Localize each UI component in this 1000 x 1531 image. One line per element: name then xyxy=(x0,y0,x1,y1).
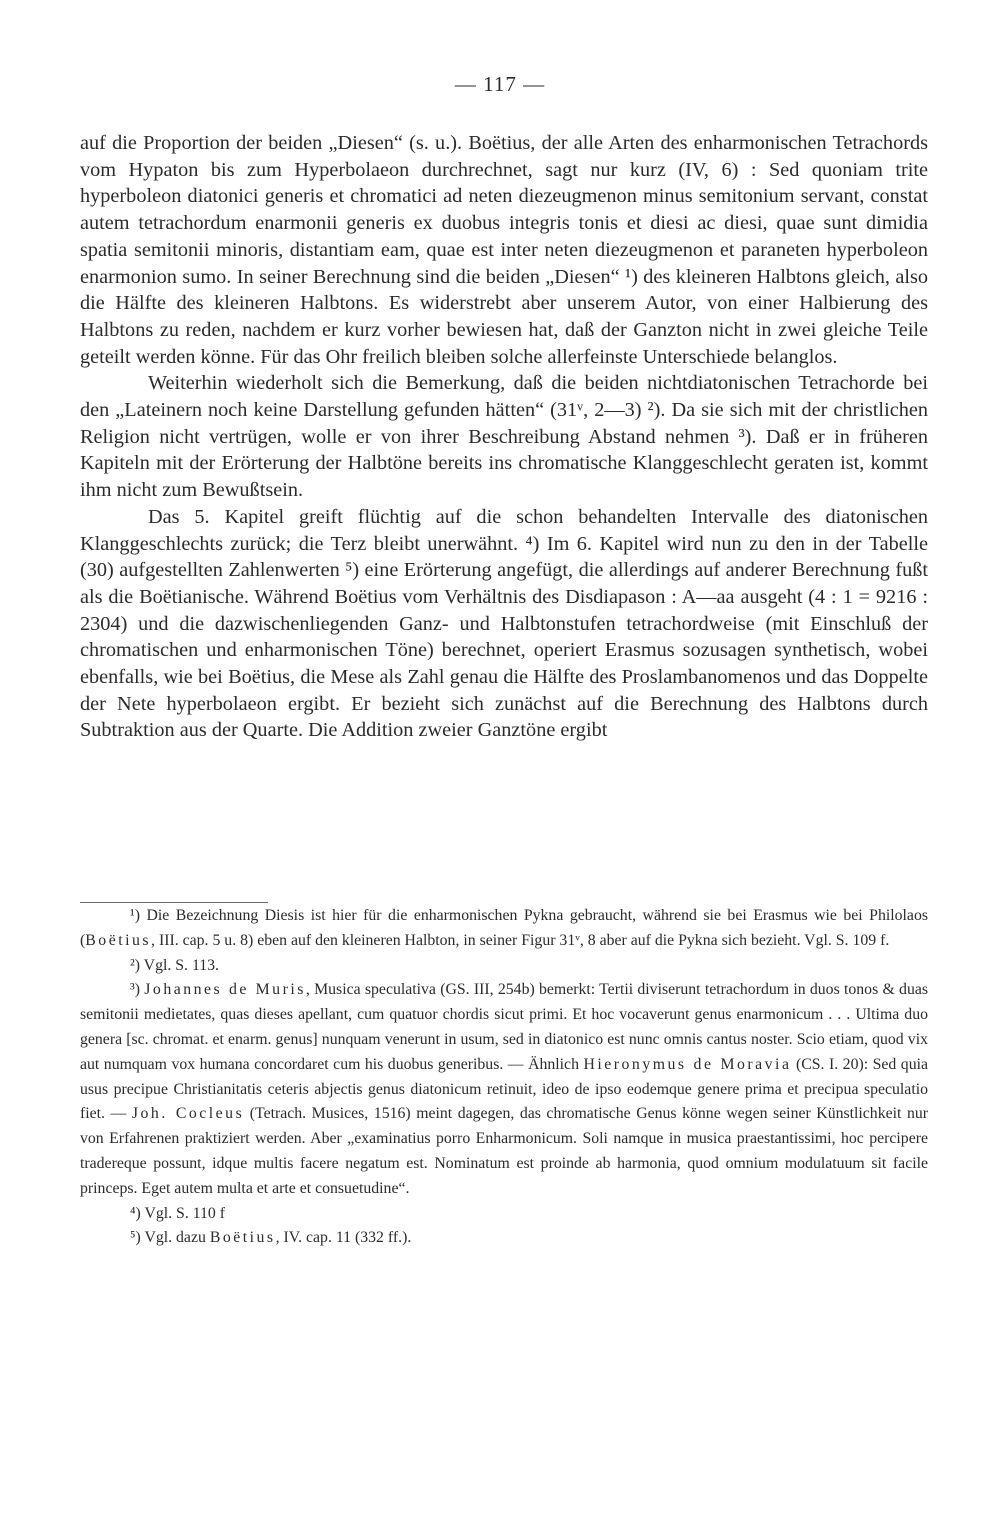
footnote-1: ¹) Die Bezeichnung Diesis ist hier für die enharmonischen Pykna gebraucht, während sie bei Erasmus wie bei Philolaos (Boëtius, III. cap. 5 u. 8) eben auf den kleineren Halbton, in seiner Figur 31ᵛ, 8 aber auf die Pykna sich bezieht. Vgl. S. 109 f. xyxy=(80,907,928,949)
footnote-4: ⁴) Vgl. S. 110 f xyxy=(130,1204,226,1222)
footnote-3: ³) Johannes de Muris, Musica speculativa (GS. III, 254b) bemerkt: Tertii diviserunt tetrachordum in duos tonos & duas semitonii medietates, quas dieses apellant, cum quatuor chordis sicut primi. Et hoc vocaverunt genus enarmonicum . . . Ultima duo genera [sc. chromat. et enarm. genus] nunquam venerunt in usum, sed in diatonico est nunc omnis cantus noster. Scio etiam, quod vix aut numquam vox humana concordaret cum his duobus generibus. — Ähnlich Hieronymus de Moravia (CS. I. 20): Sed quia usus precipue Christianitatis ceteris abjectis genus diatonicum retinuit, ideo de ipso eodemque genere prima et precipua speculatio fiet. — Joh. Cocleus (Tetrach. Musices, 1516) meint dagegen, das chromatische Genus könne wegen seiner Künstlichkeit nur von Erfahrenen praktiziert werden. Aber „examinatius porro Enharmonicum. Soli namque in musica praestantissimi, hoc percipere tradereque possunt, idque multis facere negatum est. Nominatum est proinde ab harmonia, quod omnium modulatuum sit facile princeps. Eget autem multa et arte et consuetudine“. xyxy=(80,981,929,1197)
footnote-marker: ³) xyxy=(130,981,140,999)
footnote-2: ²) Vgl. S. 113. xyxy=(130,956,219,974)
footnote-divider xyxy=(80,902,268,903)
author-name: Boëtius xyxy=(85,931,152,949)
footnote-marker: ⁵) xyxy=(130,1229,141,1247)
paragraph-3: Das 5. Kapitel greift flüchtig auf die schon behandelten Intervalle des diatonischen Klanggeschlechts zurück; die Terz bleibt unerwähnt. ⁴) Im 6. Kapitel wird nun zu den in der Tabelle (30) aufgestellten Zahlenwerten ⁵) eine Erörterung angefügt, die allerdings auf anderer Berechnung fußt als die Boëtianische. Während Boëtius vom Verhältnis des Disdiapason : A—aa ausgeht (4 : 1 = 9216 : 2304) und die dazwischenliegenden Ganz- und Halbtonstufen tetrachordweise (mit Einschluß der chromatischen und enharmonischen Töne) berechnet, operiert Erasmus sozusagen synthetisch, wobei ebenfalls, wie bei Boëtius, die Mese als Zahl genau die Hälfte des Proslambanomenos und das Doppelte der Nete hyperbolaeon ergibt. Er bezieht sich zunächst auf die Berechnung des Halbtons durch Subtraktion aus der Quarte. Die Addition zweier Ganztöne ergibt xyxy=(80,505,928,742)
author-name: Johannes de Muris xyxy=(144,981,306,999)
footnote-5: ⁵) Vgl. dazu Boëtius, IV. cap. 11 (332 ff.). xyxy=(130,1229,412,1247)
footnote-marker: ²) xyxy=(130,956,140,974)
page-number: — 117 — xyxy=(454,72,546,96)
author-name: Joh. Cocleus xyxy=(131,1105,245,1123)
footnotes xyxy=(80,904,928,1251)
body-text xyxy=(80,130,928,744)
footnote-marker: ¹) xyxy=(130,907,140,924)
paragraph-1: auf die Proportion der beiden „Diesen“ (s. u.). Boëtius, der alle Arten des enharmonischen Tetrachords vom Hypaton bis zum Hyperbolaeon durchrechnet, sagt nur kurz (IV, 6) : Sed quoniam trite hyperboleon diatonici generis et chromatici ad neten diezeugmenon minus semitonium servant, constat autem tetrachordum enarmonii generis ex duobus integris tonis et diesi ac diesi, quae sunt dimidia spatia semitonii minoris, distantiam eam, quae est inter neten diezeugmenon et paraneten hyperboleon enarmonion sumo. In seiner Berechnung sind die beiden „Diesen“ ¹) des kleineren Halbtons gleich, also die Hälfte des kleineren Halbtons. Es widerstrebt aber unserem Autor, von einer Halbierung des Halbtons zu reden, nachdem er kurz vorher bewiesen hat, daß der Ganzton nicht in zwei gleiche Teile geteilt werden könne. Für das Ohr freilich bleiben solche allerfeinste Unterschiede belanglos. xyxy=(80,132,928,368)
paragraph-2: Weiterhin wiederholt sich die Bemerkung, daß die beiden nichtdiatonischen Tetrachorde bei den „Lateinern noch keine Darstellung gefunden hätten“ (31ᵛ, 2—3) ²). Da sie sich mit der christlichen Religion nicht vertrügen, wolle er von ihrer Beschreibung Abstand nehmen ³). Daß er in früheren Kapiteln mit der Erörterung der Halbtöne bereits ins chromatische Klanggeschlecht geraten ist, kommt ihm nicht zum Bewußtsein. xyxy=(80,372,928,502)
author-name: Hieronymus de Moravia xyxy=(583,1055,792,1073)
footnote-marker: ⁴) xyxy=(130,1204,141,1222)
author-name: Boëtius xyxy=(209,1229,276,1247)
